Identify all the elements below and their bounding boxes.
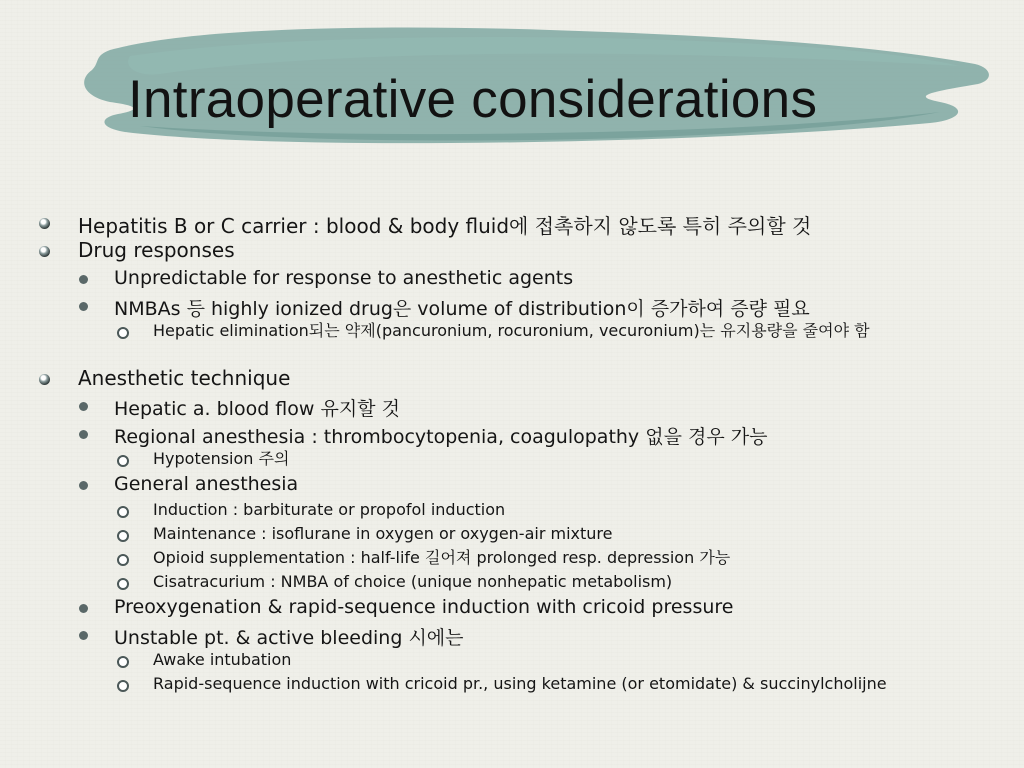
bullet-icon <box>117 680 129 692</box>
bullet-icon <box>79 430 88 439</box>
list-item: Hepatic a. blood flow 유지할 것 <box>114 398 400 420</box>
list-item: Maintenance : isoflurane in oxygen or oxygen-air mixture <box>153 524 613 543</box>
bullet-icon <box>117 554 129 566</box>
list-item: Drug responses <box>78 238 235 262</box>
bullet-icon <box>117 506 129 518</box>
bullet-icon <box>117 455 129 467</box>
bullet-icon <box>79 481 88 490</box>
list-item: Hepatic elimination되는 약제(pancuronium, rocuronium, vecuronium)는 유지용량을 줄여야 함 <box>153 321 870 340</box>
bullet-icon <box>39 218 50 229</box>
list-item: General anesthesia <box>114 473 299 495</box>
slide-title: Intraoperative considerations <box>128 70 818 129</box>
list-item: Unstable pt. & active bleeding 시에는 <box>114 627 464 649</box>
list-item: NMBAs 등 highly ionized drug은 volume of distribution이 증가하여 증량 필요 <box>114 298 810 320</box>
bullet-icon <box>117 578 129 590</box>
bullet-icon <box>117 656 129 668</box>
list-item: Hepatitis B or C carrier : blood & body fluid에 접촉하지 않도록 특히 주의할 것 <box>78 214 812 238</box>
bullet-icon <box>79 604 88 613</box>
list-item: Preoxygenation & rapid-sequence induction with cricoid pressure <box>114 596 734 618</box>
bullet-icon <box>79 402 88 411</box>
bullet-icon <box>79 302 88 311</box>
list-item: Anesthetic technique <box>78 366 291 390</box>
bullet-icon <box>117 530 129 542</box>
bullet-icon <box>39 374 50 385</box>
list-item: Induction : barbiturate or propofol induction <box>153 500 506 519</box>
list-item: Regional anesthesia : thrombocytopenia, coagulopathy 없을 경우 가능 <box>114 426 768 448</box>
list-item: Hypotension 주의 <box>153 449 290 468</box>
list-item: Rapid-sequence induction with cricoid pr., using ketamine (or etomidate) & succinylcholijne <box>153 674 887 693</box>
list-item: Unpredictable for response to anesthetic agents <box>114 267 574 289</box>
list-item: Opioid supplementation : half-life 길어져 prolonged resp. depression 가능 <box>153 548 731 567</box>
list-item: Cisatracurium : NMBA of choice (unique nonhepatic metabolism) <box>153 572 673 591</box>
bullet-icon <box>39 246 50 257</box>
bullet-icon <box>79 275 88 284</box>
list-item: Awake intubation <box>153 650 292 669</box>
bullet-icon <box>79 631 88 640</box>
bullet-icon <box>117 327 129 339</box>
